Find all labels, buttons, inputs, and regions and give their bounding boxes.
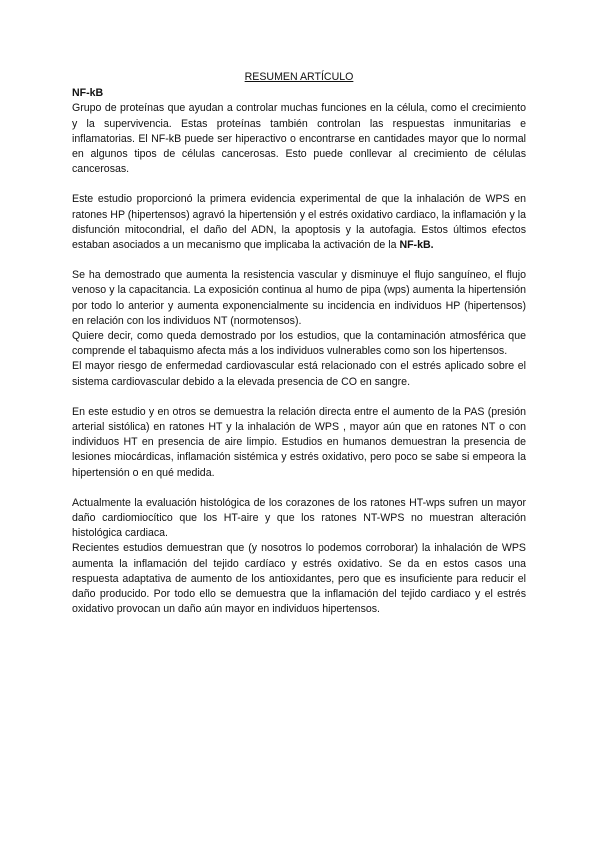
section-heading-nfkb: NF-kB: [72, 87, 104, 100]
paragraph-nfkb-definition: Grupo de proteínas que ayudan a controlar muchas funciones en la célula, como el crecimiento y la supervivencia. Estas proteínas también controlan las respuestas inmunitarias e inflamatorias. El NF-kB puede ser hiperactivo o encontrarse en cantidades mayor que lo normal en algunos tipos de células cancerosas. Esto puede conllevar al crecimiento de células cancerosas.: [72, 102, 526, 176]
paragraph-cardiovascular-risk: El mayor riesgo de enfermedad cardiovascular está relacionado con el estrés aplicado sobre el sistema cardiovascular debido a la elevada presencia de CO en sangre.: [72, 360, 526, 388]
paragraph-blood-pressure: En este estudio y en otros se demuestra la relación directa entre el aumento de la PAS (presión arterial sistólica) en ratones HT y la inhalación de WPS , mayor aún que en ratones NT o con individuos HT en presencia de aire limpio. Estudios en humanos demuestran la presencia de lesiones miocárdicas, inflamación sistémica y estrés oxidativo, pero poco se sabe si empeora la hipertensión o en qué medida.: [72, 405, 526, 479]
paragraph-study-evidence-bold: NF-kB.: [399, 239, 434, 252]
paragraph-vascular-resistance: Se ha demostrado que aumenta la resistencia vascular y disminuye el flujo sanguíneo, el flujo venoso y la capacitancia. La exposición continua al humo de pipa (wps) aumenta la hipertensión por todo lo anterior y aumenta exponencialmente su incidencia en individuos HP (hipertensos) en relación con los individuos NT (normotensos).: [72, 269, 526, 327]
paragraph-recent-studies: Recientes estudios demuestran que (y nosotros lo podemos corroborar) la inhalación de WPS aumenta la inflamación del tejido cardíaco y estrés oxidativo. Se da en estos casos una respuesta adaptativa de aumento de los antioxidantes, pero que es insuficiente para reducir el daño producido. Por todo ello se demuestra que la inflamación del tejido cardiaco y el estrés oxidativo provocan un daño aún mayor en individuos hipertensos.: [72, 542, 526, 616]
paragraph-air-pollution: Quiere decir, como queda demostrado por los estudios, que la contaminación atmosférica que comprende el tabaquismo afecta más a los individuos vulnerables como son los hipertensos.: [72, 330, 526, 358]
document-title: RESUMEN ARTÍCULO: [244, 71, 354, 83]
paragraph-study-evidence-text: Este estudio proporcionó la primera evidencia experimental de que la inhalación de WPS en ratones HP (hipertensos) agravó la hipertensión y el estrés oxidativo cardiaco, la inflamación y la disfunción mitocondrial, el daño del ADN, la apoptosis y la autofagia. Estos últimos efectos estaban asociados a un mecanismo que implicaba la activación de la: [72, 193, 526, 252]
paragraph-study-evidence: [72, 192, 526, 253]
paragraph-histology: Actualmente la evaluación histológica de los corazones de los ratones HT-wps sufren un mayor daño cardiomiocítico que los HT-aire y que los ratones NT-WPS no muestran alteración histológica cardiaca.: [72, 496, 526, 540]
document-page: [72, 70, 526, 618]
